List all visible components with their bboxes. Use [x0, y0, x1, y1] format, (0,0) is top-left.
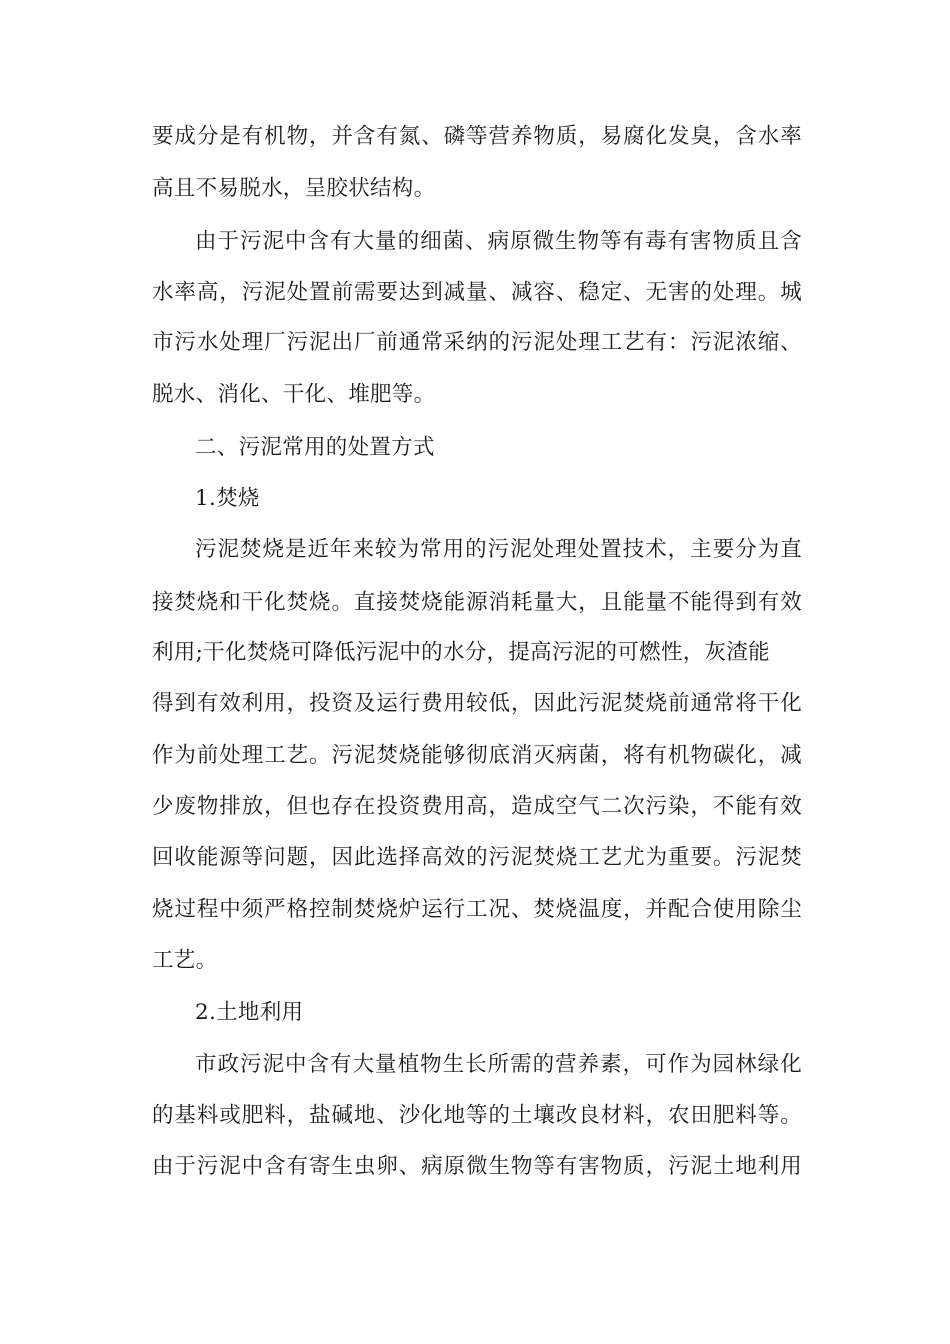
text-line: 脱水、消化、干化、堆肥等。	[152, 382, 436, 407]
section-heading: 二、污泥常用的处置方式	[195, 435, 435, 460]
text-line: 市政污泥中含有大量植物生长所需的营养素，可作为园林绿化	[195, 1052, 802, 1077]
text-line: 回收能源等问题，因此选择高效的污泥焚烧工艺尤为重要。污泥焚	[152, 845, 802, 870]
text-line: 由于污泥中含有大量的细菌、病原微生物等有毒有害物质且含	[195, 229, 802, 254]
text-line: 市污水处理厂污泥出厂前通常采纳的污泥处理工艺有：污泥浓缩、	[152, 330, 802, 355]
text-line: 利用;干化焚烧可降低污泥中的水分，提高污泥的可燃性，灰渣能	[152, 640, 770, 665]
text-line: 要成分是有机物，并含有氮、磷等营养物质，易腐化发臭，含水率	[152, 124, 802, 149]
text-line: 污泥焚烧是近年来较为常用的污泥处理处置技术，主要分为直	[195, 537, 802, 562]
text-line: 作为前处理工艺。污泥焚烧能够彻底消灭病菌，将有机物碳化，减	[152, 743, 802, 768]
text-line: 得到有效利用，投资及运行费用较低，因此污泥焚烧前通常将干化	[152, 691, 802, 716]
text-line: 高且不易脱水，呈胶状结构。	[152, 176, 436, 201]
text-line: 接焚烧和干化焚烧。直接焚烧能源消耗量大，且能量不能得到有效	[152, 590, 802, 615]
subsection-heading: 1.焚烧	[195, 486, 260, 511]
text-line: 由于污泥中含有寄生虫卵、病原微生物等有害物质，污泥土地利用	[152, 1154, 802, 1179]
text-line: 水率高，污泥处置前需要达到减量、减容、稳定、无害的处理。城	[152, 280, 802, 305]
text-line: 工艺。	[152, 948, 218, 973]
text-line: 少废物排放，但也存在投资费用高，造成空气二次污染，不能有效	[152, 794, 802, 819]
subsection-heading: 2.土地利用	[195, 1000, 304, 1025]
text-line: 烧过程中须严格控制焚烧炉运行工况、焚烧温度，并配合使用除尘	[152, 897, 802, 922]
text-line: 的基料或肥料，盐碱地、沙化地等的土壤改良材料，农田肥料等。	[152, 1103, 802, 1128]
